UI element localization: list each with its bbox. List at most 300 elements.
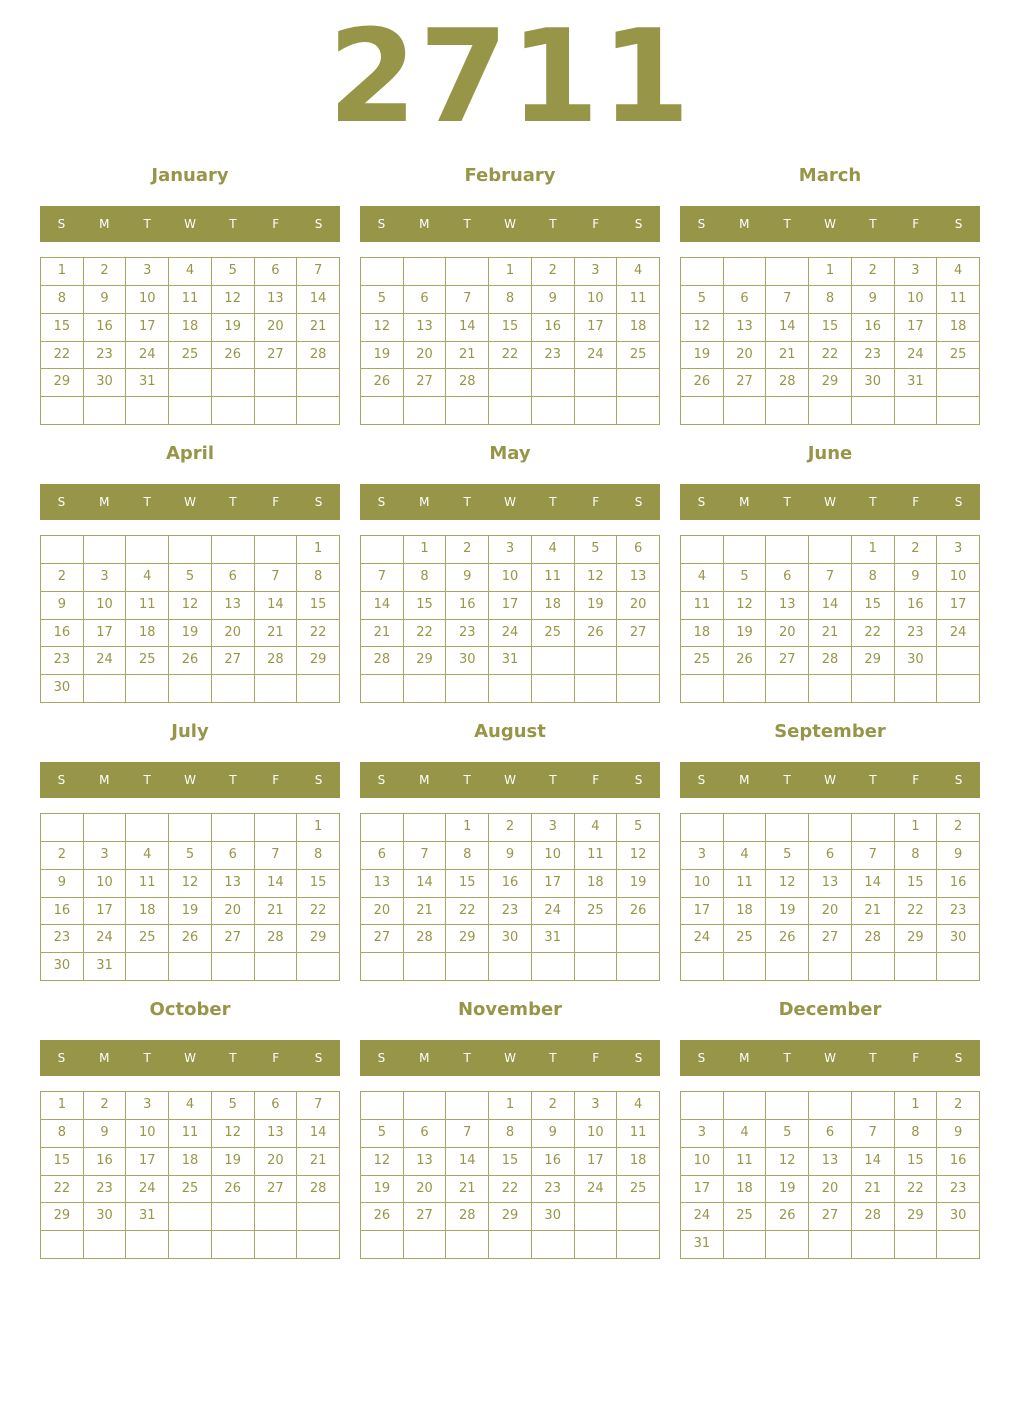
day-cell: 25 [532,620,575,648]
day-cell: 1 [41,258,84,286]
day-cell: 22 [404,620,447,648]
day-grid [40,257,340,425]
day-cell: 22 [41,342,84,370]
empty-day-cell [404,1231,447,1259]
empty-day-cell [255,397,298,425]
day-cell: 21 [255,620,298,648]
day-cell: 30 [532,1203,575,1231]
empty-day-cell [404,953,447,981]
day-cell: 19 [724,620,767,648]
empty-day-cell [766,953,809,981]
day-cell: 3 [681,842,724,870]
weekday-label: T [783,773,791,787]
day-cell: 1 [809,258,852,286]
day-cell: 26 [212,342,255,370]
day-cell: 5 [724,564,767,592]
day-cell: 9 [489,842,532,870]
day-cell: 26 [617,898,660,926]
day-cell: 22 [41,1176,84,1204]
weekday-label: F [272,1051,280,1065]
empty-day-cell [681,1092,724,1120]
weekday-label: M [419,1051,430,1065]
day-cell: 9 [895,564,938,592]
day-cell: 22 [895,1176,938,1204]
day-cell: 11 [126,870,169,898]
empty-day-cell [617,369,660,397]
empty-day-cell [446,1231,489,1259]
weekday-header [680,1040,980,1076]
day-cell: 27 [809,1203,852,1231]
day-cell: 5 [169,564,212,592]
day-cell: 10 [937,564,980,592]
day-cell: 29 [895,925,938,953]
empty-day-cell [852,1092,895,1120]
empty-day-cell [724,1231,767,1259]
empty-day-cell [937,953,980,981]
day-cell: 15 [297,870,340,898]
day-cell: 26 [169,647,212,675]
weekday-header [360,206,660,242]
weekday-label: F [912,217,920,231]
day-cell: 10 [84,592,127,620]
day-cell: 23 [532,342,575,370]
empty-day-cell [361,814,404,842]
day-cell: 24 [895,342,938,370]
day-cell: 24 [126,342,169,370]
empty-day-cell [532,369,575,397]
day-cell: 11 [724,1148,767,1176]
day-cell: 5 [575,536,618,564]
weekday-label: T [869,217,877,231]
empty-day-cell [575,675,618,703]
day-cell: 2 [489,814,532,842]
day-cell: 20 [212,898,255,926]
empty-day-cell [255,536,298,564]
day-cell: 16 [532,314,575,342]
weekday-header [40,1040,340,1076]
day-cell: 8 [41,1120,84,1148]
empty-day-cell [575,397,618,425]
day-cell: 10 [126,1120,169,1148]
weekday-label: T [463,217,471,231]
day-cell: 23 [41,647,84,675]
empty-day-cell [212,953,255,981]
weekday-label: T [549,1051,557,1065]
day-cell: 4 [126,842,169,870]
day-cell: 16 [489,870,532,898]
empty-day-cell [255,675,298,703]
day-cell: 10 [489,564,532,592]
day-cell: 2 [84,1092,127,1120]
day-cell: 11 [681,592,724,620]
empty-day-cell [852,397,895,425]
empty-day-cell [724,397,767,425]
empty-day-cell [361,536,404,564]
day-cell: 1 [404,536,447,564]
day-cell: 13 [809,870,852,898]
day-cell: 16 [895,592,938,620]
day-cell: 4 [617,258,660,286]
empty-day-cell [766,1092,809,1120]
day-cell: 22 [489,1176,532,1204]
month-name: January [151,165,229,186]
empty-day-cell [766,1231,809,1259]
day-cell: 23 [895,620,938,648]
day-cell: 19 [361,1176,404,1204]
day-cell: 27 [617,620,660,648]
empty-day-cell [255,953,298,981]
day-cell: 11 [169,1120,212,1148]
day-cell: 17 [575,314,618,342]
empty-day-cell [681,397,724,425]
empty-day-cell [724,258,767,286]
day-cell: 3 [489,536,532,564]
empty-day-cell [895,397,938,425]
day-cell: 14 [361,592,404,620]
day-cell: 23 [84,1176,127,1204]
day-cell: 11 [169,286,212,314]
day-grid [40,1091,340,1259]
weekday-label: T [143,495,151,509]
day-cell: 17 [126,1148,169,1176]
day-cell: 7 [255,564,298,592]
day-cell: 10 [532,842,575,870]
weekday-label: S [954,495,963,509]
day-cell: 16 [446,592,489,620]
day-cell: 6 [809,842,852,870]
month-january [40,158,340,428]
day-cell: 31 [532,925,575,953]
day-cell: 27 [255,342,298,370]
day-grid [40,535,340,703]
month-name: March [798,165,862,186]
weekday-label: W [824,1051,836,1065]
day-cell: 19 [575,592,618,620]
day-cell: 4 [169,258,212,286]
day-cell: 15 [297,592,340,620]
day-cell: 29 [852,647,895,675]
day-grid [680,535,980,703]
empty-day-cell [255,369,298,397]
day-cell: 26 [212,1176,255,1204]
day-cell: 8 [852,564,895,592]
empty-day-cell [255,1203,298,1231]
day-cell: 1 [852,536,895,564]
day-cell: 24 [126,1176,169,1204]
day-cell: 20 [617,592,660,620]
weekday-label: S [377,495,386,509]
month-february [360,158,660,428]
weekday-label: T [783,217,791,231]
weekday-label: T [869,495,877,509]
day-cell: 4 [617,1092,660,1120]
day-cell: 7 [809,564,852,592]
weekday-label: F [592,495,600,509]
day-cell: 31 [126,369,169,397]
day-cell: 13 [361,870,404,898]
empty-day-cell [575,925,618,953]
day-cell: 12 [212,286,255,314]
day-cell: 30 [852,369,895,397]
weekday-label: S [314,773,323,787]
day-cell: 23 [446,620,489,648]
day-cell: 9 [41,870,84,898]
day-cell: 4 [532,536,575,564]
weekday-label: T [869,773,877,787]
weekday-label: S [314,1051,323,1065]
day-cell: 9 [852,286,895,314]
day-cell: 3 [84,842,127,870]
empty-day-cell [169,536,212,564]
day-cell: 26 [766,925,809,953]
empty-day-cell [212,1203,255,1231]
day-cell: 8 [895,842,938,870]
day-cell: 25 [937,342,980,370]
day-cell: 21 [361,620,404,648]
day-grid [360,813,660,981]
day-cell: 19 [766,1176,809,1204]
weekday-label: W [504,773,516,787]
weekday-label: F [592,217,600,231]
day-cell: 31 [489,647,532,675]
weekday-label: F [912,495,920,509]
weekday-label: S [634,773,643,787]
day-cell: 20 [212,620,255,648]
day-cell: 12 [766,1148,809,1176]
weekday-label: S [697,1051,706,1065]
empty-day-cell [404,675,447,703]
day-cell: 8 [297,842,340,870]
weekday-header [680,206,980,242]
day-cell: 28 [809,647,852,675]
empty-day-cell [937,647,980,675]
empty-day-cell [126,953,169,981]
day-cell: 22 [489,342,532,370]
empty-day-cell [361,1231,404,1259]
day-cell: 7 [766,286,809,314]
empty-day-cell [212,814,255,842]
day-cell: 14 [446,314,489,342]
day-cell: 8 [489,286,532,314]
weekday-label: M [739,1051,750,1065]
day-cell: 25 [575,898,618,926]
day-cell: 5 [212,1092,255,1120]
day-cell: 26 [575,620,618,648]
day-cell: 17 [681,1176,724,1204]
weekday-label: S [634,217,643,231]
empty-day-cell [84,675,127,703]
day-cell: 17 [681,898,724,926]
empty-day-cell [41,814,84,842]
day-cell: 20 [724,342,767,370]
weekday-label: T [143,773,151,787]
weekday-label: S [377,217,386,231]
empty-day-cell [895,953,938,981]
weekday-label: F [912,773,920,787]
day-cell: 2 [532,1092,575,1120]
day-cell: 8 [809,286,852,314]
empty-day-cell [212,369,255,397]
empty-day-cell [489,953,532,981]
day-cell: 20 [361,898,404,926]
day-cell: 18 [575,870,618,898]
day-cell: 6 [361,842,404,870]
day-cell: 5 [681,286,724,314]
day-cell: 29 [297,925,340,953]
day-cell: 7 [446,1120,489,1148]
day-cell: 25 [169,1176,212,1204]
weekday-label: T [143,217,151,231]
weekday-label: S [697,217,706,231]
day-cell: 13 [212,592,255,620]
empty-day-cell [126,675,169,703]
day-cell: 8 [41,286,84,314]
empty-day-cell [361,675,404,703]
empty-day-cell [532,953,575,981]
day-cell: 28 [361,647,404,675]
day-cell: 21 [809,620,852,648]
day-cell: 30 [937,925,980,953]
empty-day-cell [681,258,724,286]
day-cell: 4 [126,564,169,592]
day-cell: 12 [169,592,212,620]
day-cell: 22 [809,342,852,370]
empty-day-cell [532,675,575,703]
weekday-header [40,206,340,242]
empty-day-cell [852,675,895,703]
day-cell: 26 [169,925,212,953]
day-cell: 15 [41,314,84,342]
empty-day-cell [404,814,447,842]
day-cell: 17 [126,314,169,342]
day-cell: 12 [617,842,660,870]
day-cell: 2 [852,258,895,286]
day-cell: 18 [724,898,767,926]
day-cell: 21 [404,898,447,926]
day-cell: 14 [404,870,447,898]
empty-day-cell [852,1231,895,1259]
day-cell: 24 [681,925,724,953]
day-cell: 5 [361,286,404,314]
day-cell: 25 [724,925,767,953]
day-cell: 3 [84,564,127,592]
empty-day-cell [617,1231,660,1259]
day-cell: 9 [84,1120,127,1148]
day-cell: 19 [169,898,212,926]
day-cell: 19 [212,1148,255,1176]
day-cell: 3 [937,536,980,564]
day-cell: 3 [575,258,618,286]
empty-day-cell [895,1231,938,1259]
empty-day-cell [489,675,532,703]
day-cell: 30 [84,369,127,397]
day-cell: 6 [255,1092,298,1120]
day-cell: 14 [852,1148,895,1176]
day-cell: 18 [169,314,212,342]
empty-day-cell [446,258,489,286]
empty-day-cell [126,814,169,842]
day-cell: 9 [446,564,489,592]
day-cell: 1 [297,814,340,842]
day-cell: 22 [852,620,895,648]
day-cell: 7 [297,1092,340,1120]
day-cell: 29 [41,1203,84,1231]
empty-day-cell [617,397,660,425]
empty-day-cell [404,1092,447,1120]
weekday-header [680,484,980,520]
empty-day-cell [41,1231,84,1259]
empty-day-cell [446,953,489,981]
month-name: July [171,721,209,742]
weekday-label: W [504,1051,516,1065]
weekday-header [40,484,340,520]
weekday-label: S [954,773,963,787]
month-september [680,714,980,984]
day-cell: 14 [297,286,340,314]
weekday-label: M [739,773,750,787]
empty-day-cell [212,675,255,703]
day-cell: 10 [575,1120,618,1148]
weekday-label: M [419,495,430,509]
day-cell: 14 [766,314,809,342]
weekday-label: S [954,217,963,231]
empty-day-cell [297,1231,340,1259]
weekday-label: M [739,217,750,231]
day-cell: 7 [446,286,489,314]
day-cell: 6 [617,536,660,564]
empty-day-cell [212,397,255,425]
day-cell: 25 [681,647,724,675]
day-cell: 3 [532,814,575,842]
day-cell: 22 [297,620,340,648]
day-cell: 10 [84,870,127,898]
day-cell: 16 [532,1148,575,1176]
day-cell: 15 [41,1148,84,1176]
empty-day-cell [532,1231,575,1259]
empty-day-cell [617,953,660,981]
day-cell: 15 [809,314,852,342]
day-cell: 11 [617,286,660,314]
day-cell: 21 [852,898,895,926]
day-cell: 11 [126,592,169,620]
empty-day-cell [169,953,212,981]
day-cell: 20 [404,342,447,370]
empty-day-cell [724,814,767,842]
day-cell: 22 [895,898,938,926]
day-cell: 13 [212,870,255,898]
day-cell: 12 [169,870,212,898]
weekday-label: T [229,1051,237,1065]
weekday-label: M [99,773,110,787]
day-cell: 13 [617,564,660,592]
empty-day-cell [809,1092,852,1120]
day-cell: 17 [489,592,532,620]
month-may [360,436,660,706]
empty-day-cell [489,1231,532,1259]
day-cell: 6 [809,1120,852,1148]
day-cell: 19 [169,620,212,648]
empty-day-cell [446,675,489,703]
weekday-label: S [377,773,386,787]
day-cell: 18 [617,314,660,342]
empty-day-cell [169,1203,212,1231]
day-cell: 17 [575,1148,618,1176]
month-april [40,436,340,706]
day-cell: 13 [255,286,298,314]
day-cell: 24 [532,898,575,926]
empty-day-cell [724,953,767,981]
empty-day-cell [532,397,575,425]
